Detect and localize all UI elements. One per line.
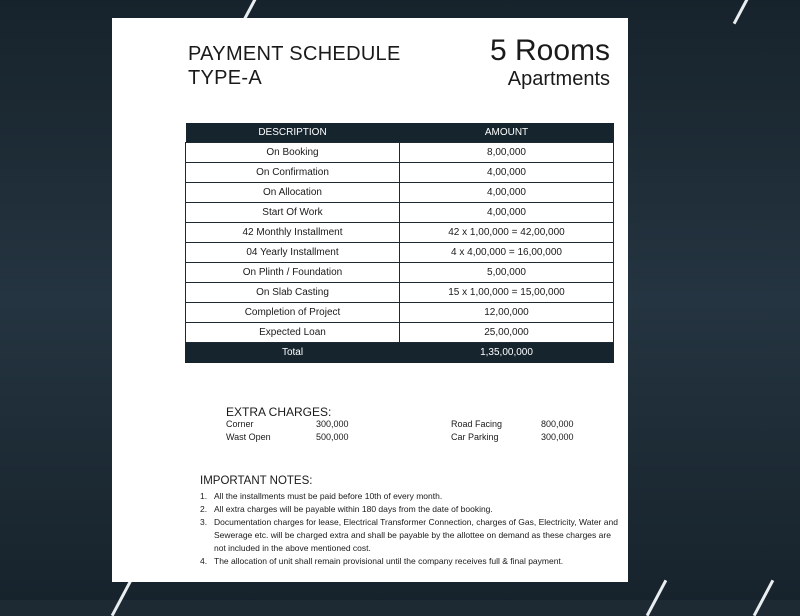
important-notes-title: IMPORTANT NOTES: bbox=[200, 475, 313, 487]
table-row bbox=[186, 163, 614, 183]
total-row bbox=[186, 343, 614, 363]
row-description: On Allocation bbox=[186, 183, 400, 203]
table-row bbox=[186, 243, 614, 263]
table-row bbox=[186, 263, 614, 283]
payment-schedule-page bbox=[112, 18, 628, 582]
row-amount: 12,00,000 bbox=[400, 303, 614, 323]
row-amount: 4 x 4,00,000 = 16,00,000 bbox=[400, 243, 614, 263]
table-row bbox=[186, 223, 614, 243]
row-description: On Booking bbox=[186, 143, 400, 163]
note-number: 2. bbox=[200, 504, 208, 514]
note-text: All extra charges will be payable within 180 days from the date of booking. bbox=[214, 504, 493, 514]
extra-charges-section bbox=[226, 405, 574, 442]
note-item bbox=[200, 516, 620, 555]
table-row bbox=[186, 283, 614, 303]
table-row bbox=[186, 143, 614, 163]
row-description: Completion of Project bbox=[186, 303, 400, 323]
row-amount: 4,00,000 bbox=[400, 183, 614, 203]
important-notes-section bbox=[200, 474, 620, 568]
apartment-type-heading bbox=[490, 34, 610, 90]
total-label: Total bbox=[186, 343, 400, 363]
title-line-1: PAYMENT SCHEDULE bbox=[188, 43, 401, 65]
row-amount: 8,00,000 bbox=[400, 143, 614, 163]
total-amount: 1,35,00,000 bbox=[400, 343, 614, 363]
row-description: 42 Monthly Installment bbox=[186, 223, 400, 243]
extra-charge-value: 800,000 bbox=[541, 419, 574, 429]
extra-charge-value: 300,000 bbox=[541, 432, 574, 442]
row-description: Start Of Work bbox=[186, 203, 400, 223]
column-header-description: DESCRIPTION bbox=[186, 123, 400, 143]
extra-charges-title: EXTRA CHARGES: bbox=[226, 405, 332, 419]
row-description: On Confirmation bbox=[186, 163, 400, 183]
note-number: 4. bbox=[200, 556, 208, 566]
row-amount: 25,00,000 bbox=[400, 323, 614, 343]
note-text: Documentation charges for lease, Electrical Transformer Connection, charges of Gas, Electricity, Water and Sewerage etc. will be charged extra and shall be payable by the allottee on demand as these charges are not included in the above mentioned cost. bbox=[214, 517, 618, 553]
payment-schedule-table bbox=[185, 123, 614, 363]
extra-charge-label: Wast Open bbox=[226, 432, 271, 442]
column-header-amount: AMOUNT bbox=[400, 123, 614, 143]
extra-charge-label: Road Facing bbox=[451, 419, 503, 429]
title-line-2: TYPE-A bbox=[188, 67, 263, 89]
row-amount: 15 x 1,00,000 = 15,00,000 bbox=[400, 283, 614, 303]
note-item bbox=[200, 490, 620, 503]
table-header-row bbox=[186, 123, 614, 143]
note-item bbox=[200, 555, 620, 568]
row-description: 04 Yearly Installment bbox=[186, 243, 400, 263]
note-number: 3. bbox=[200, 517, 208, 527]
note-item bbox=[200, 503, 620, 516]
row-amount: 4,00,000 bbox=[400, 163, 614, 183]
row-description: Expected Loan bbox=[186, 323, 400, 343]
note-text: The allocation of unit shall remain provisional until the company receives full & final payment. bbox=[214, 556, 564, 566]
row-description: On Plinth / Foundation bbox=[186, 263, 400, 283]
row-description: On Slab Casting bbox=[186, 283, 400, 303]
row-amount: 4,00,000 bbox=[400, 203, 614, 223]
apartments-label: Apartments bbox=[507, 68, 610, 90]
rooms-label: 5 Rooms bbox=[489, 34, 610, 67]
note-number: 1. bbox=[200, 491, 208, 501]
extra-charge-value: 500,000 bbox=[316, 432, 349, 442]
table-row bbox=[186, 203, 614, 223]
table-row bbox=[186, 323, 614, 343]
row-amount: 42 x 1,00,000 = 42,00,000 bbox=[400, 223, 614, 243]
page-title bbox=[188, 42, 401, 90]
extra-charge-label: Car Parking bbox=[451, 432, 499, 442]
table-row bbox=[186, 303, 614, 323]
row-amount: 5,00,000 bbox=[400, 263, 614, 283]
extra-charge-value: 300,000 bbox=[316, 419, 349, 429]
note-text: All the installments must be paid before 10th of every month. bbox=[214, 491, 443, 501]
table-row bbox=[186, 183, 614, 203]
extra-charge-label: Corner bbox=[226, 419, 254, 429]
